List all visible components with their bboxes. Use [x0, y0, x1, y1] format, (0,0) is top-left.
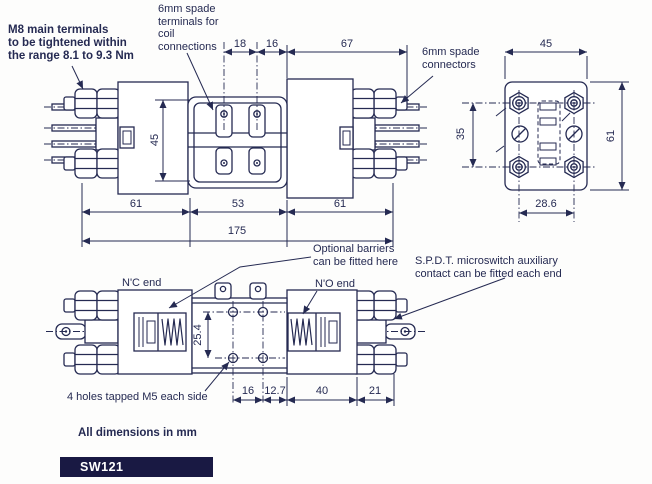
dim-hole-pitch-vertical: 25.4 — [192, 324, 204, 346]
dim-hole-to-body: 12.7 — [264, 385, 286, 397]
dim-center-section: 53 — [231, 198, 245, 210]
spade-connectors-leader — [401, 76, 433, 103]
no-end-label: N'O end — [315, 278, 356, 290]
dim-overall-length: 175 — [227, 225, 247, 237]
end-view — [462, 52, 629, 222]
m8-torque-note: M8 main terminals to be tightened within the range 8.1 to 9.3 Nm — [8, 24, 134, 62]
holes-note: 4 holes tapped M5 each side — [67, 391, 208, 403]
no-contact-mechanism — [288, 313, 340, 351]
spade-connectors-note: 6mm spade connectors — [422, 46, 480, 71]
mounting-plate — [192, 298, 287, 373]
model-number-bar — [60, 457, 213, 477]
coil-terminals-note: 6mm spade terminals for coil connections — [158, 3, 219, 53]
dim-left-section: 61 — [129, 198, 143, 210]
dim-coil-to-body: 16 — [265, 38, 279, 50]
dim-right-section: 61 — [333, 198, 347, 210]
microswitch-note: S.P.D.T. microswitch auxiliary contact can be fitted each end — [415, 255, 562, 280]
nc-end-label: N'C end — [122, 277, 162, 289]
nc-contact-mechanism — [134, 313, 186, 351]
dim-coil-terminal-pitch: 18 — [233, 38, 247, 50]
dim-end-overhang: 21 — [368, 385, 382, 397]
coil-housing — [188, 97, 287, 188]
side-view — [44, 42, 427, 247]
model-number: SW121 — [80, 460, 124, 474]
m8-note-leader — [72, 66, 83, 89]
dim-end-view-stud-span-v: 35 — [455, 127, 467, 141]
dim-right-body-length: 67 — [340, 38, 354, 50]
dim-hole-pitch-horizontal: 16 — [241, 385, 255, 397]
units-note: All dimensions in mm — [78, 427, 197, 439]
dim-body-height: 45 — [149, 133, 161, 147]
barriers-note: Optional barriers can be fitted here — [313, 243, 399, 268]
dim-end-view-width: 45 — [539, 38, 553, 50]
dim-no-end-length: 40 — [315, 385, 329, 397]
dim-end-view-stud-span-h: 28.6 — [535, 198, 557, 210]
dim-end-view-height: 61 — [605, 129, 617, 143]
microswitch-leader — [394, 278, 505, 319]
